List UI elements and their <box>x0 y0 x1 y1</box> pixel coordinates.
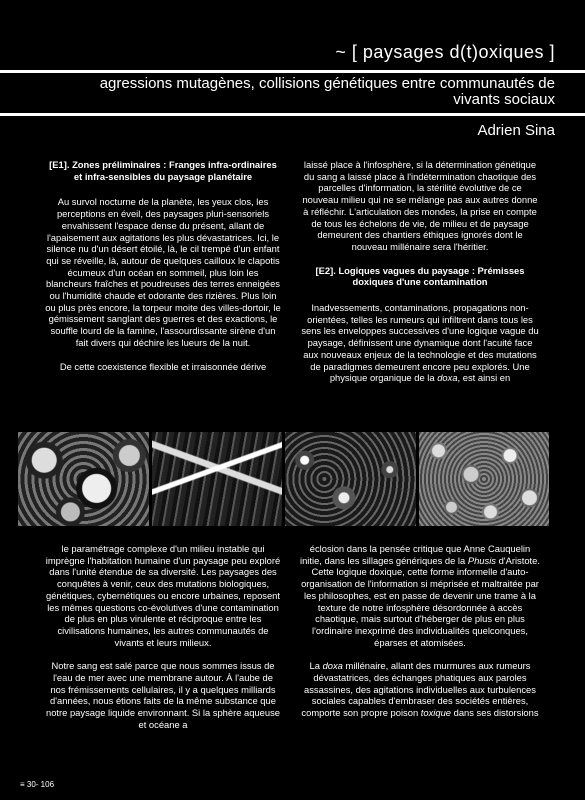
subtitle-rule <box>0 113 585 116</box>
page-number: ≡ 30- 106 <box>20 780 55 789</box>
column-4 <box>300 543 540 731</box>
paragraph: Notre sang est salé parce que nous sommes issus de l'eau de mer avec une membrane autour. À l'aube de nos frémissements cellulaires, il y a quelques milliards d'années, nous étions faits de la même substance que notre paysage liquide environnant. Si la sphère aqueuse et océane a <box>45 660 281 730</box>
italic-term: doxa <box>437 372 458 384</box>
micrograph-image-3 <box>285 432 416 526</box>
title-rule <box>0 70 585 73</box>
paragraph <box>300 543 540 648</box>
paragraph <box>300 660 540 719</box>
micrograph-image-1 <box>18 432 149 526</box>
paragraph: De cette coexistence flexible et irraisonnée dérive <box>59 360 267 372</box>
page-subtitle: agressions mutagènes, collisions génétiques entre communautés de vivants sociaux <box>99 75 555 108</box>
paragraph <box>300 302 540 384</box>
column-1 <box>45 159 281 384</box>
italic-term: doxa <box>322 660 343 672</box>
paragraph: laissé place à l'infosphère, si la détermination génétique du sang a laissé place à l'indétermination chaotique des parcelles d'information, la stérilité évolutive de ce nouveau milieu qui ne se mélange pas aux autres donne à réfléchir. L'articulation des mondes, la prise en compte de tous les échelons de vie, de milieu et de paysage demeurent des chantiers éthiques ignorés dont le nouveau millénaire sera l'héritier. <box>302 159 538 252</box>
micrograph-image-2 <box>152 432 283 526</box>
micrograph-image-4 <box>419 432 550 526</box>
text-run: La <box>309 660 320 672</box>
text-run: éclosion dans la pensée critique que Anne Cauquelin initie, dans les sillages génériques de la <box>300 543 531 566</box>
italic-term: Phusis <box>467 554 496 566</box>
text-run: millénaire, allant des murmures aux rumeurs dévastatrices, des échanges phatiques aux paroles assassines, des agitations individuelles aux turbulences sociales capables d'embraser des sociétés entières, comporte son propre poison <box>301 660 536 719</box>
paragraph: Au survol nocturne de la planète, les yeux clos, les perceptions en éveil, des paysages pluri-sensoriels envahissent l'espace dense du présent, allant de l'apaisement aux agitations les plus dévastatrices. Ici, le silence nu d'un désert étoilé, là, le cil trempé d'un enfant qui se réveille, là, autour de quelques cailloux le clapotis écumeux d'un océan en sommeil, plus loin les blancheurs fraîches et poudreuses des terres enneigées ou l'humidité chaude et odorante des rizières. Plus loin ou plus près encore, la torpeur moite des villes-dortoir, le gémissement sanglant des guerres et des exactions, le souffle lourd de la famine, l'assourdissante sirène d'un fait divers qui déchire les lueurs de la nuit. <box>45 196 281 348</box>
section-heading-e1: [E1]. Zones préliminaires : Franges infra-ordinaires et infra-sensibles du paysage planétaire <box>49 159 277 182</box>
image-strip <box>18 432 549 526</box>
text-run: d'Aristote. Cette logique doxique, cette forme informelle d'auto-organisation de l'information si méprisée et maltraitée par les philosophes, est en passe de devenir une trame à la texture de notre infosphère désordonnée à accès chaotique, mais surtout d'héberger de plus en plus l'ordinaire inexprimé des individualités quelconques, éparses et atomisées. <box>301 554 540 648</box>
text-run: Inadvessements, contaminations, propagations non-orientées, telles les rumeurs qui infiltrent dans tous les sens les enveloppes successives d'une logique vague du paysage, définissent une dynamique dont l'acuité face aux nouveaux enjeux de la technologie et des mutations de paradigmes demeurent encore peu explorés. Une physique organique de la <box>301 302 539 384</box>
italic-term: toxique <box>420 707 451 719</box>
author-name: Adrien Sina <box>477 122 555 139</box>
page-title: ~ [ paysages d(t)oxiques ] <box>335 42 555 62</box>
text-run: dans ses distorsions <box>453 707 539 719</box>
column-2 <box>300 159 540 396</box>
paragraph: le paramétrage complexe d'un milieu instable qui imprègne l'habitation humaine d'un paysage peu exploré dans l'unité étendue de sa diversité. Les paysages des conquêtes à venir, ceux des mutations biologiques, génétiques, cybernétiques ou encore urbaines, reposent les mêmes questions co-évolutives d'une contamination de plus en plus virulente et réciproque entre les civilisations humaines, les autres communautés de vivants et leurs milieux. <box>45 543 281 648</box>
section-heading-e2: [E2]. Logiques vagues du paysage : Prémisses doxiques d'une contamination <box>315 264 525 288</box>
column-3 <box>45 543 281 743</box>
text-run: , est ainsi en <box>457 372 511 384</box>
